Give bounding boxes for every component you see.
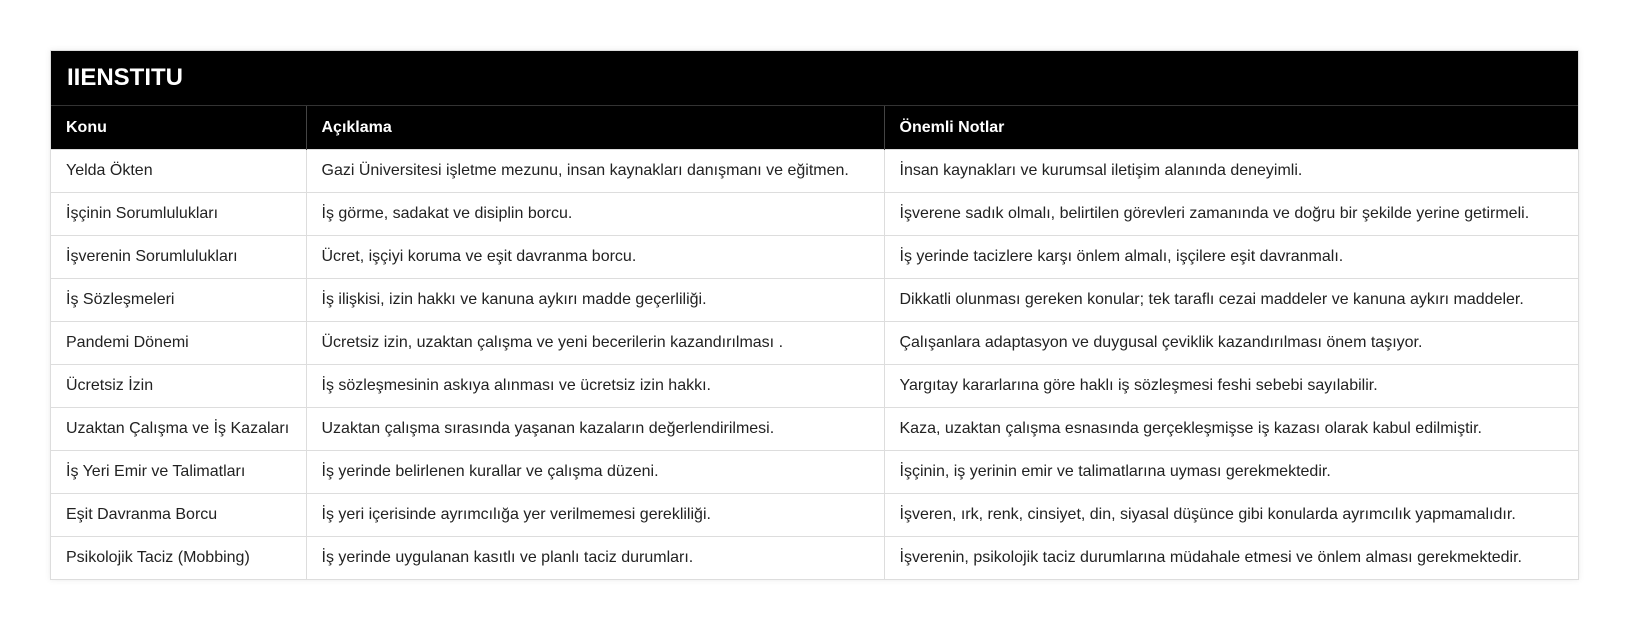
header-row bbox=[51, 106, 1578, 150]
cell-aciklama: İş sözleşmesinin askıya alınması ve ücretsiz izin hakkı. bbox=[306, 365, 884, 408]
cell-notlar: İş yerinde tacizlere karşı önlem almalı, işçilere eşit davranmalı. bbox=[884, 236, 1578, 279]
table-row bbox=[51, 537, 1578, 580]
cell-aciklama: İş görme, sadakat ve disiplin borcu. bbox=[306, 193, 884, 236]
table-row bbox=[51, 365, 1578, 408]
table-row bbox=[51, 279, 1578, 322]
table-row bbox=[51, 236, 1578, 279]
header-onemli-notlar: Önemli Notlar bbox=[884, 106, 1578, 150]
cell-konu: Uzaktan Çalışma ve İş Kazaları bbox=[51, 408, 306, 451]
cell-konu: Pandemi Dönemi bbox=[51, 322, 306, 365]
cell-konu: Ücretsiz İzin bbox=[51, 365, 306, 408]
cell-notlar: İşçinin, iş yerinin emir ve talimatlarına uyması gerekmektedir. bbox=[884, 451, 1578, 494]
cell-konu: Psikolojik Taciz (Mobbing) bbox=[51, 537, 306, 580]
table-header bbox=[51, 106, 1578, 150]
table-card bbox=[50, 50, 1579, 580]
cell-notlar: İşverene sadık olmalı, belirtilen görevleri zamanında ve doğru bir şekilde yerine getirmeli. bbox=[884, 193, 1578, 236]
cell-aciklama: İş yerinde belirlenen kurallar ve çalışma düzeni. bbox=[306, 451, 884, 494]
cell-notlar: İşverenin, psikolojik taciz durumlarına müdahale etmesi ve önlem alması gerekmektedir. bbox=[884, 537, 1578, 580]
cell-konu: İşçinin Sorumlulukları bbox=[51, 193, 306, 236]
cell-aciklama: Uzaktan çalışma sırasında yaşanan kazaların değerlendirilmesi. bbox=[306, 408, 884, 451]
cell-notlar: Kaza, uzaktan çalışma esnasında gerçekleşmişse iş kazası olarak kabul edilmiştir. bbox=[884, 408, 1578, 451]
cell-konu: İş Sözleşmeleri bbox=[51, 279, 306, 322]
table-row bbox=[51, 451, 1578, 494]
cell-notlar: Yargıtay kararlarına göre haklı iş sözleşmesi feshi sebebi sayılabilir. bbox=[884, 365, 1578, 408]
cell-notlar: İşveren, ırk, renk, cinsiyet, din, siyasal düşünce gibi konularda ayrımcılık yapmamalıdır. bbox=[884, 494, 1578, 537]
table-row bbox=[51, 408, 1578, 451]
header-aciklama: Açıklama bbox=[306, 106, 884, 150]
cell-aciklama: Ücret, işçiyi koruma ve eşit davranma borcu. bbox=[306, 236, 884, 279]
cell-aciklama: Gazi Üniversitesi işletme mezunu, insan kaynakları danışmanı ve eğitmen. bbox=[306, 150, 884, 193]
cell-aciklama: Ücretsiz izin, uzaktan çalışma ve yeni becerilerin kazandırılması . bbox=[306, 322, 884, 365]
header-konu: Konu bbox=[51, 106, 306, 150]
cell-aciklama: İş ilişkisi, izin hakkı ve kanuna aykırı madde geçerliliği. bbox=[306, 279, 884, 322]
table-row bbox=[51, 322, 1578, 365]
table-row bbox=[51, 494, 1578, 537]
cell-konu: Yelda Ökten bbox=[51, 150, 306, 193]
data-table bbox=[51, 105, 1578, 579]
cell-konu: Eşit Davranma Borcu bbox=[51, 494, 306, 537]
cell-notlar: İnsan kaynakları ve kurumsal iletişim alanında deneyimli. bbox=[884, 150, 1578, 193]
table-row bbox=[51, 150, 1578, 193]
cell-notlar: Çalışanlara adaptasyon ve duygusal çeviklik kazandırılması önem taşıyor. bbox=[884, 322, 1578, 365]
cell-aciklama: İş yeri içerisinde ayrımcılığa yer verilmemesi gerekliliği. bbox=[306, 494, 884, 537]
table-row bbox=[51, 193, 1578, 236]
cell-notlar: Dikkatli olunması gereken konular; tek taraflı cezai maddeler ve kanuna aykırı maddeler. bbox=[884, 279, 1578, 322]
table-body bbox=[51, 150, 1578, 580]
cell-konu: İş Yeri Emir ve Talimatları bbox=[51, 451, 306, 494]
cell-konu: İşverenin Sorumlulukları bbox=[51, 236, 306, 279]
cell-aciklama: İş yerinde uygulanan kasıtlı ve planlı taciz durumları. bbox=[306, 537, 884, 580]
table-title: IIENSTITU bbox=[51, 51, 1578, 105]
